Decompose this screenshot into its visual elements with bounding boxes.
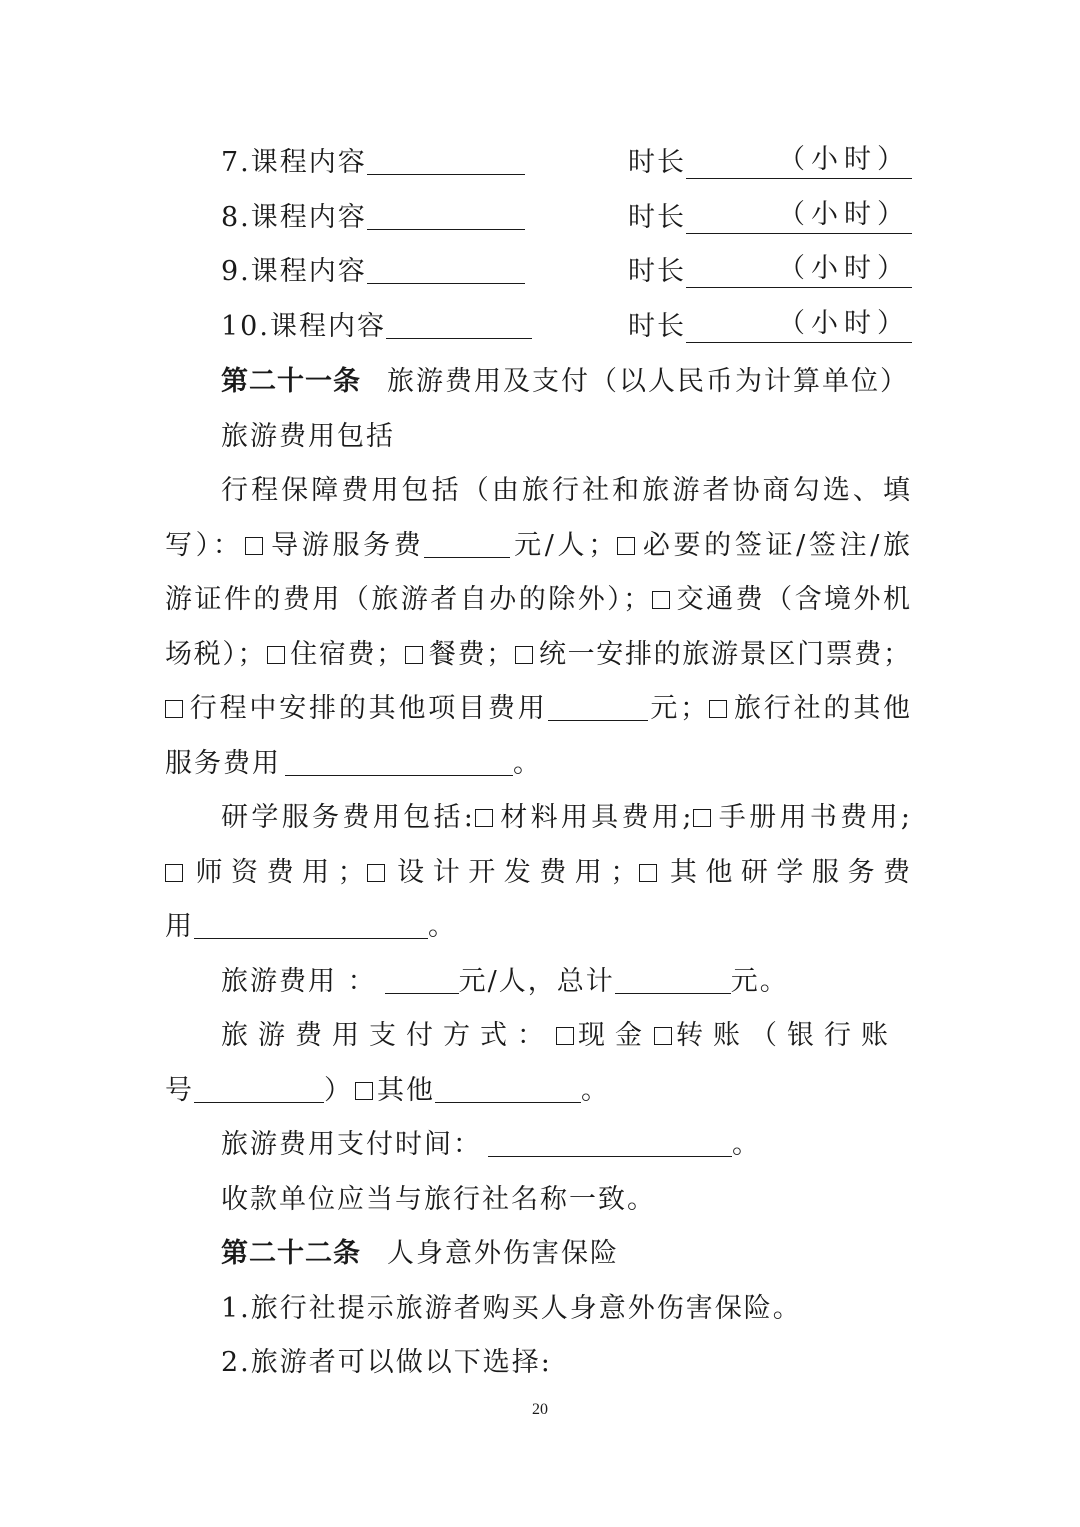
checkbox[interactable] — [165, 700, 183, 718]
checkbox[interactable] — [367, 864, 385, 882]
duration: 时长 （小时） — [628, 144, 910, 178]
checkbox[interactable] — [693, 809, 711, 827]
duration-blank[interactable]: （小时） — [686, 253, 912, 288]
course-label: 7.课程内容 — [221, 143, 525, 183]
course-label: 10.课程内容 — [221, 307, 532, 347]
itinerary-line-3: 游证件的费用（旅游者自办的除外）； 交通费（含境外机 — [165, 584, 911, 615]
article-22-item-1: 1.旅行社提示旅游者购买人身意外伤害保险。 — [221, 1293, 802, 1324]
page-number: 20 — [532, 1401, 548, 1418]
transfer-checkbox[interactable] — [654, 1027, 672, 1045]
fee-includes-heading: 旅游费用包括 — [221, 421, 395, 452]
itinerary-line-2: 写）： 导游服务费 元/人； 必要的签证/签注/旅 — [165, 530, 910, 561]
checkbox[interactable] — [617, 537, 635, 555]
itinerary-intro: 行程保障费用包括（由旅行社和旅游者协商勾选、填 — [221, 475, 910, 506]
itinerary-line-6: 服务费用 。 — [165, 748, 542, 779]
course-blank[interactable] — [367, 201, 525, 230]
duration: 时长 （小时） — [628, 308, 910, 342]
payee-note: 收款单位应当与旅行社名称一致。 — [221, 1184, 656, 1215]
duration-blank[interactable]: （小时） — [686, 199, 912, 234]
checkbox[interactable] — [475, 809, 493, 827]
article-22-item-2: 2.旅游者可以做以下选择: — [221, 1347, 552, 1378]
course-blank[interactable] — [367, 255, 525, 284]
checkbox[interactable] — [515, 646, 533, 664]
checkbox[interactable] — [652, 591, 670, 609]
payment-method-line: 旅游费用支付方式： 现金 转账（银行账 — [221, 1020, 898, 1051]
duration: 时长 （小时） — [628, 253, 910, 287]
bank-account-blank[interactable] — [194, 1074, 324, 1103]
cash-checkbox[interactable] — [556, 1027, 574, 1045]
duration: 时长 （小时） — [628, 199, 910, 233]
checkbox[interactable] — [245, 537, 263, 555]
travel-fee-line: 旅游费用 ： 元/人，总计 元。 — [221, 966, 789, 997]
total-blank[interactable] — [615, 965, 731, 994]
duration-blank[interactable]: （小时） — [686, 308, 912, 343]
checkbox[interactable] — [709, 700, 727, 718]
study-line-3: 用 。 — [165, 911, 457, 942]
checkbox[interactable] — [165, 864, 183, 882]
guide-fee-blank[interactable] — [424, 529, 510, 558]
course-blank[interactable] — [386, 310, 532, 339]
checkbox[interactable] — [639, 864, 657, 882]
course-blank[interactable] — [367, 146, 525, 175]
study-intro: 研学服务费用包括: 材料用具费用; 手册用书费用; — [221, 802, 910, 833]
other-payment-blank[interactable] — [435, 1074, 581, 1103]
other-checkbox[interactable] — [355, 1082, 373, 1100]
per-person-blank[interactable] — [385, 965, 459, 994]
article-21-heading: 第二十一条 旅游费用及支付（以人民币为计算单位） — [221, 366, 909, 397]
itinerary-line-4: 场税）； 住宿费； 餐费； 统一安排的旅游景区门票费； — [165, 639, 911, 670]
course-label: 9.课程内容 — [221, 252, 525, 292]
payment-time-line: 旅游费用支付时间： 。 — [221, 1129, 761, 1160]
study-line-2: 师资费用； 设计开发费用； 其他研学服务费 — [165, 853, 910, 893]
checkbox[interactable] — [267, 646, 285, 664]
other-services-blank[interactable] — [285, 747, 513, 776]
other-study-blank[interactable] — [194, 910, 428, 939]
duration-blank[interactable]: （小时） — [686, 144, 912, 179]
course-label: 8.课程内容 — [221, 198, 525, 238]
other-items-blank[interactable] — [548, 692, 648, 721]
payment-method-line-2: 号 ） 其他 。 — [165, 1075, 610, 1106]
payment-time-blank[interactable] — [488, 1128, 732, 1157]
article-22-heading: 第二十二条 人身意外伤害保险 — [221, 1238, 619, 1269]
itinerary-line-5: 行程中安排的其他项目费用 元； 旅行社的其他 — [165, 689, 910, 729]
checkbox[interactable] — [405, 646, 423, 664]
